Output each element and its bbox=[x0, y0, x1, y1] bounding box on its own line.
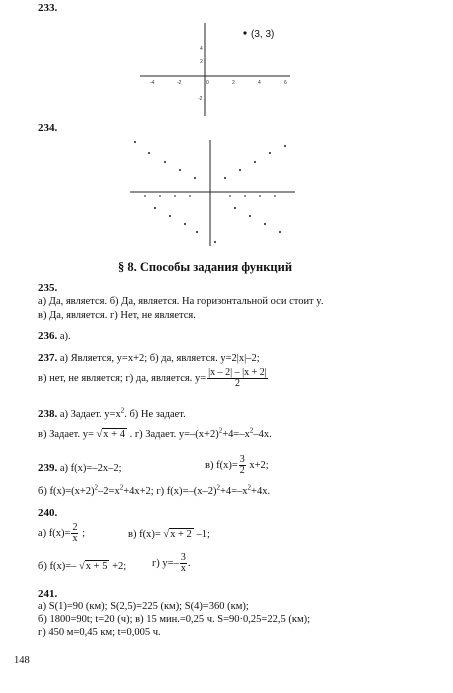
problem-240-b bbox=[38, 560, 126, 572]
problem-237-line1-text: а) Является, y=x+2; б) да, является. y=2|x|–2; bbox=[57, 353, 260, 364]
superscript: 2 bbox=[247, 483, 252, 492]
section-title: § 8. Способы задания функций bbox=[118, 260, 293, 274]
y-tick: 4 bbox=[200, 46, 203, 52]
problem-237-line2 bbox=[38, 368, 269, 389]
text: –4x. bbox=[253, 429, 272, 440]
superscript: 2 bbox=[218, 426, 223, 435]
problem-236 bbox=[38, 330, 71, 342]
problem-238-line2 bbox=[38, 428, 272, 440]
fraction-numerator: 3 bbox=[180, 552, 186, 563]
fraction-denominator: x bbox=[72, 533, 78, 544]
text: . bbox=[187, 557, 191, 569]
problem-235-line1: а) Да, является. б) Да, является. На горизонтальной оси стоит y. bbox=[38, 296, 324, 307]
problem-234-graph bbox=[125, 138, 300, 248]
fraction bbox=[71, 523, 78, 544]
problem-241-line2: б) 1800=90t; t=20 (ч); в) 15 мин.=0,25 ч. S=90·0,25=22,5 (км); bbox=[38, 614, 311, 625]
problem-239-line1-b bbox=[205, 455, 269, 476]
problem-235-line2: в) Да, является. г) Нет, не является. bbox=[38, 310, 196, 321]
problem-241-number: 241. bbox=[38, 588, 58, 600]
text: а) f(x)= bbox=[38, 527, 71, 539]
x-tick: -4 bbox=[150, 80, 155, 86]
x-tick: -2 bbox=[177, 80, 182, 86]
problem-240-g bbox=[152, 553, 190, 574]
x-tick: 0 bbox=[206, 80, 209, 86]
text: –2=x bbox=[98, 486, 120, 497]
fraction-numerator: 2 bbox=[72, 522, 78, 533]
problem-238-number: 238. bbox=[38, 408, 58, 420]
fraction bbox=[239, 455, 246, 476]
x-tick: 4 bbox=[258, 80, 261, 86]
problem-239-line2 bbox=[38, 483, 271, 497]
problem-235-number: 235. bbox=[38, 282, 58, 294]
radicand: x + 4 bbox=[103, 429, 125, 440]
problem-241-line1: а) S(1)=90 (км); S(2,5)=225 (км); S(4)=360 (км); bbox=[38, 601, 249, 612]
superscript: 2 bbox=[119, 483, 124, 492]
point-3-3 bbox=[243, 31, 246, 34]
y-tick: 2 bbox=[200, 59, 203, 65]
y-tick: -2 bbox=[198, 96, 203, 102]
problem-239-number: 239. bbox=[38, 462, 58, 474]
superscript: 2 bbox=[120, 406, 125, 415]
problem-236-number: 236. bbox=[38, 330, 58, 342]
text: в) Задает. y= bbox=[38, 429, 97, 440]
text: +2; bbox=[109, 561, 127, 572]
text: +4x+2; г) f(x)=–(x–2) bbox=[123, 486, 217, 497]
page-number: 148 bbox=[14, 655, 30, 666]
superscript: 2 bbox=[216, 483, 220, 492]
x-tick: 2 bbox=[232, 80, 235, 86]
text: ; bbox=[79, 527, 85, 539]
text: +4x. bbox=[251, 486, 271, 497]
superscript: 2 bbox=[249, 426, 254, 435]
problem-240-a bbox=[38, 523, 85, 544]
fraction-numerator: |x – 2| – |x + 2| bbox=[208, 367, 267, 378]
problem-233-number: 233. bbox=[38, 2, 58, 14]
fraction-denominator: 2 bbox=[239, 465, 245, 476]
problem-240-v bbox=[128, 528, 210, 540]
problem-234-number: 234. bbox=[38, 122, 58, 134]
radicand: x + 5 bbox=[85, 561, 108, 572]
problem-237-line2-text: в) нет, не является; г) да, является. y= bbox=[38, 372, 207, 384]
sqrt: √x + 2 bbox=[163, 529, 192, 540]
text: а) Задает. y=x bbox=[57, 409, 121, 420]
text: x+2; bbox=[246, 459, 269, 471]
problem-237-line1 bbox=[38, 352, 260, 364]
text: +4=–x bbox=[222, 429, 250, 440]
text: . г) Задает. y=–(x+2) bbox=[126, 429, 219, 440]
problem-239-line1-a bbox=[38, 462, 122, 474]
text: в) f(x)= bbox=[205, 459, 238, 471]
text: . б) Не задает. bbox=[124, 409, 186, 420]
radicand: x + 2 bbox=[170, 529, 192, 540]
text: а) f(x)=–2x–2; bbox=[57, 463, 122, 474]
sqrt: √x + 4 bbox=[96, 429, 125, 440]
sqrt: √x + 5 bbox=[79, 561, 108, 572]
x-tick: 6 bbox=[284, 80, 287, 86]
superscript: 2 bbox=[94, 483, 99, 492]
fraction bbox=[180, 553, 187, 574]
fraction-denominator: x bbox=[180, 563, 186, 574]
point-label: (3, 3) bbox=[251, 29, 275, 40]
problem-237-fraction bbox=[207, 368, 268, 389]
problem-240-number: 240. bbox=[38, 507, 58, 519]
problem-237-number: 237. bbox=[38, 352, 58, 364]
text: +4=–x bbox=[219, 486, 248, 497]
problem-241-line3: г) 450 м=0,45 км; t=0,005 ч. bbox=[38, 627, 161, 638]
problem-236-text: а). bbox=[57, 331, 71, 342]
fraction-numerator: 3 bbox=[239, 454, 245, 465]
text: б) f(x)=– bbox=[38, 561, 80, 572]
fraction-denominator: 2 bbox=[234, 378, 240, 389]
problem-233-graph bbox=[130, 18, 300, 118]
problem-238-line1 bbox=[38, 408, 186, 420]
text: –1; bbox=[193, 529, 210, 540]
text: в) f(x)= bbox=[128, 529, 164, 540]
text: б) f(x)=(x+2) bbox=[38, 486, 95, 497]
text: г) y=– bbox=[152, 557, 179, 569]
